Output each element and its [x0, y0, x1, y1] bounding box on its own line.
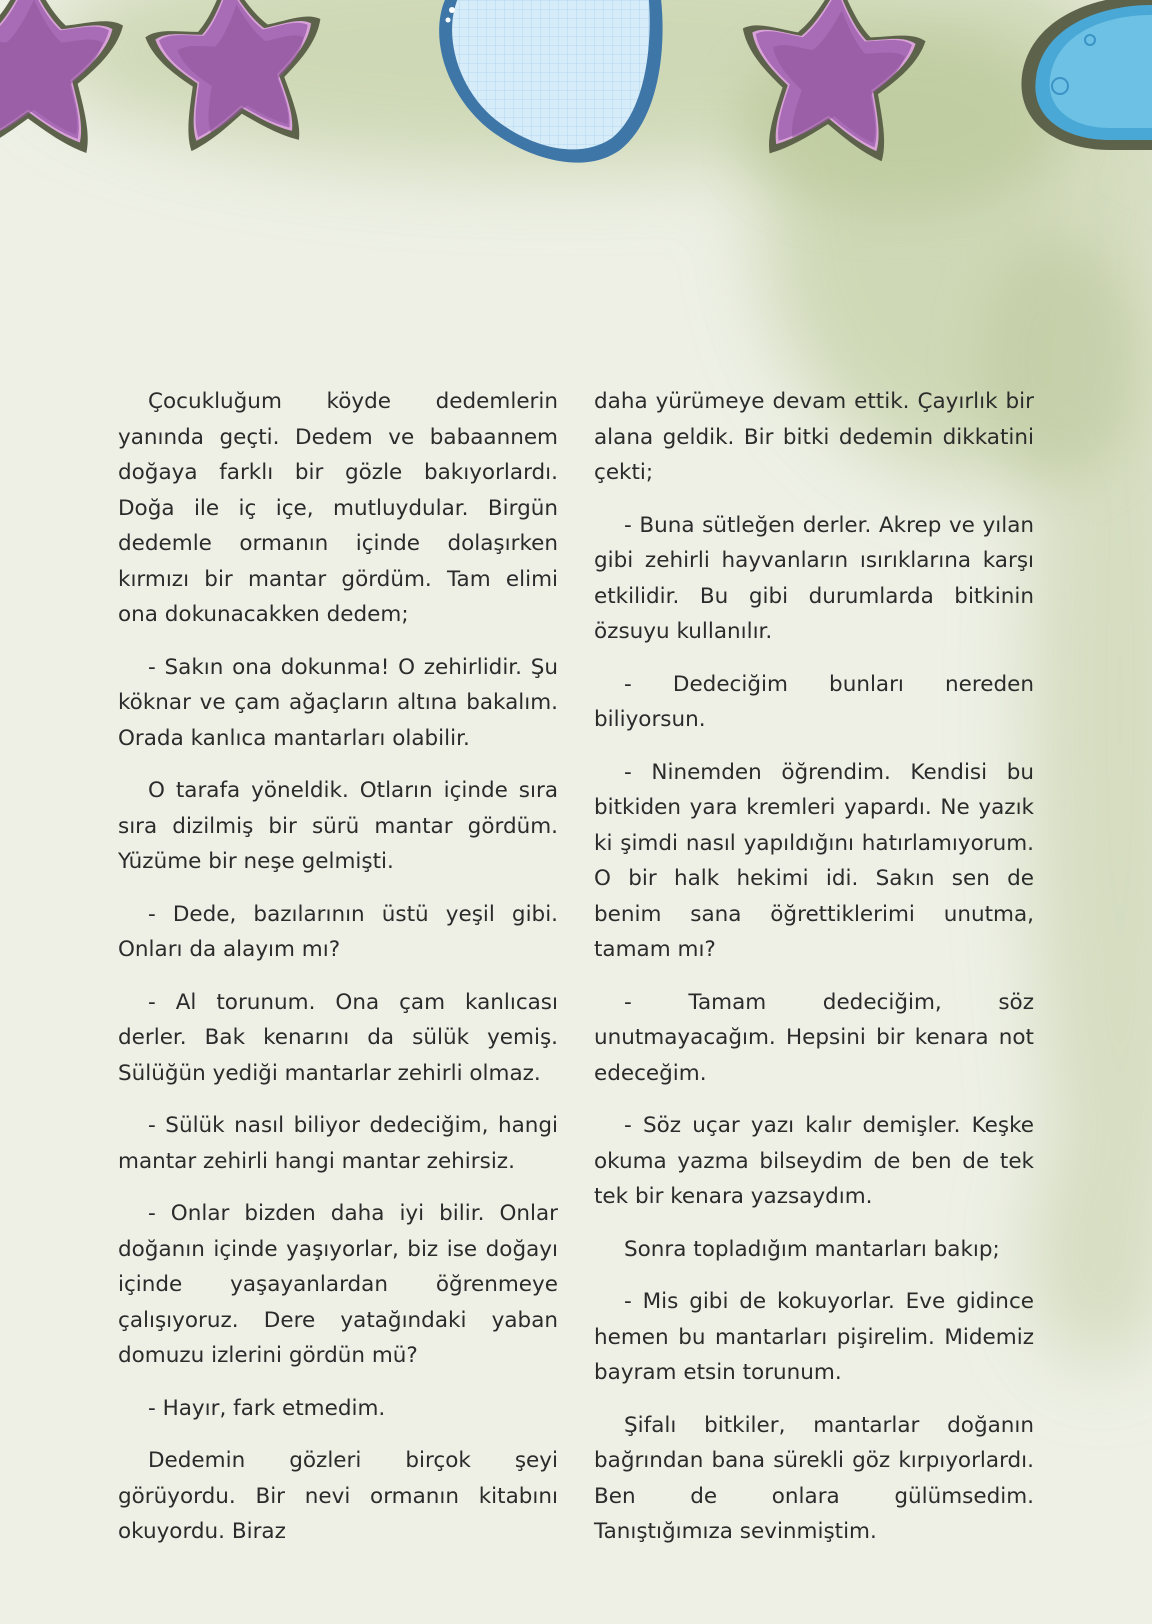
story-paragraph: - Al torunum. Ona çam kanlıcası derler. Bak kenarını da sülük yemiş. Sülüğün yediği mantarlar zehirli olmaz.	[118, 989, 558, 1086]
story-paragraph: - Buna sütleğen derler. Akrep ve yılan gibi zehirli hayvanların ısırıklarına karşı etkilidir. Bu gibi durumlarda bitkinin özsuyu kullanılır.	[594, 512, 1034, 644]
story-paragraph: - Dede, bazılarının üstü yeşil gibi. Onları da alayım mı?	[118, 901, 558, 962]
story-paragraph: Sonra topladığım mantarları bakıp;	[624, 1236, 1000, 1262]
story-paragraph: Çocukluğum köyde dedemlerin yanında geçti. Dedem ve babaannem doğaya farklı bir gözle bakıyorlardı. Doğa ile iç içe, mutluydular. Birgün dedemle ormanın içinde dolaşırken kırmızı bir mantar gördüm. Tam elimi ona dokunacakken dedem;	[118, 389, 558, 627]
story-paragraph: - Ninemden öğrendim. Kendisi bu bitkiden yara kremleri yapardı. Ne yazık ki şimdi nasıl yapıldığını hatırlamıyorum. O bir halk hekimi idi. Sakın sen de benim sana öğrettiklerimi unutma, tamam mı?	[594, 759, 1034, 962]
decorative-top-strip	[0, 0, 1152, 180]
story-left-column	[118, 384, 558, 1567]
story-paragraph: - Sülük nasıl biliyor dedeciğim, hangi mantar zehirli hangi mantar zehirsiz.	[118, 1113, 558, 1174]
story-paragraph-continuation: daha yürümeye devam ettik. Çayırlık bir alana geldik. Bir bitki dedemin dikkatini çekti;	[594, 389, 1034, 485]
story-paragraph: - Onlar bizden daha iyi bilir. Onlar doğanın içinde yaşıyorlar, biz ise doğayı içinde yaşayanlardan öğrenmeye çalışıyoruz. Dere yatağındaki yaban domuzu izlerini gördün mü?	[118, 1201, 558, 1368]
star-icon	[734, 0, 929, 164]
story-paragraph: O tarafa yöneldik. Otların içinde sıra sıra dizilmiş bir sürü mantar gördüm. Yüzüme bir neşe gelmişti.	[118, 778, 558, 874]
pond-icon	[439, 0, 662, 163]
story-paragraph: - Söz uçar yazı kalır demişler. Keşke okuma yazma bilseydim de ben de tek tek bir kenara yazsaydım.	[594, 1113, 1034, 1209]
star-icon	[0, 0, 123, 153]
story-paragraph: - Sakın ona dokunma! O zehirlidir. Şu köknar ve çam ağaçların altına bakalım. Orada kanlıca mantarları olabilir.	[118, 654, 558, 751]
story-right-column	[594, 384, 1034, 1567]
story-paragraph: - Dedeciğim bunları nereden biliyorsun.	[594, 671, 1034, 732]
story-paragraph: Dedemin gözleri birçok şeyi görüyordu. Bir nevi ormanın kitabını okuyordu. Biraz	[118, 1448, 558, 1544]
story-paragraph: Şifalı bitkiler, mantarlar doğanın bağrından bana sürekli göz kırpıyorlardı. Ben de onlara gülümsedim. Tanıştığımıza sevinmiştim.	[594, 1412, 1034, 1544]
pond-icon	[1021, 0, 1152, 150]
story-paragraph: - Hayır, fark etmedim.	[148, 1395, 386, 1421]
story-paragraph: - Tamam dedeciğim, söz unutmayacağım. Hepsini bir kenara not edeceğim.	[594, 989, 1034, 1086]
star-icon	[140, 0, 333, 155]
story-paragraph: - Mis gibi de kokuyorlar. Eve gidince hemen bu mantarları pişirelim. Midemiz bayram etsin torunum.	[594, 1289, 1034, 1385]
